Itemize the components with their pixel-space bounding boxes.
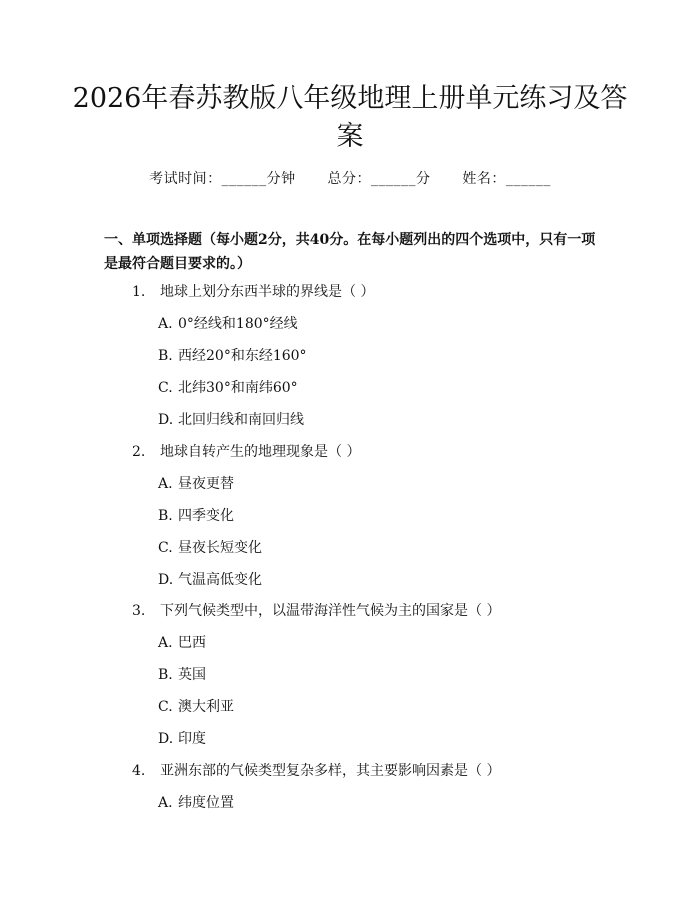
question-text: 下列气候类型中，以温带海洋性气候为主的国家是（ ） <box>160 603 501 619</box>
name-blank: ______ <box>505 171 551 187</box>
option-2a <box>158 474 234 494</box>
option-text: 英国 <box>178 667 206 683</box>
question-number: 1. <box>132 284 146 300</box>
option-3b <box>158 665 206 685</box>
question-number: 2. <box>132 444 146 460</box>
question-text: 亚洲东部的气候类型复杂多样，其主要影响因素是（ ） <box>160 763 501 779</box>
option-text: 北纬30°和南纬60° <box>178 380 298 396</box>
option-text: 昼夜更替 <box>178 476 234 492</box>
question-number: 3. <box>132 603 146 619</box>
option-2d <box>158 570 262 590</box>
option-1b <box>158 346 307 366</box>
option-1d <box>158 410 304 430</box>
option-3d <box>158 729 206 749</box>
option-text: 昼夜长短变化 <box>178 540 262 556</box>
option-letter: C. <box>158 699 173 715</box>
option-letter: C. <box>158 380 173 396</box>
document-title: 2026年春苏教版八年级地理上册单元练习及答案 <box>72 83 628 152</box>
option-3a <box>158 633 206 653</box>
option-2c <box>158 538 262 558</box>
option-letter: A. <box>158 635 173 651</box>
option-letter: B. <box>158 348 173 364</box>
exam-meta <box>0 168 700 188</box>
question-text: 地球上划分东西半球的界线是（ ） <box>160 284 375 300</box>
option-text: 0°经线和180°经线 <box>178 316 298 332</box>
option-text: 巴西 <box>178 635 206 651</box>
option-letter: D. <box>158 731 174 747</box>
score-blank: ______ <box>371 171 416 187</box>
option-text: 纬度位置 <box>178 795 234 811</box>
name-label: 姓名： <box>462 171 506 187</box>
question-text: 地球自转产生的地理现象是（ ） <box>160 444 361 460</box>
question-3 <box>132 601 500 621</box>
option-letter: A. <box>158 476 173 492</box>
time-unit: 分钟 <box>266 171 296 187</box>
option-text: 印度 <box>178 731 206 747</box>
option-letter: B. <box>158 667 173 683</box>
option-text: 澳大利亚 <box>178 699 234 715</box>
option-letter: D. <box>158 412 174 428</box>
option-letter: D. <box>158 572 174 588</box>
option-text: 北回归线和南回归线 <box>178 412 304 428</box>
option-3c <box>158 697 234 717</box>
question-1 <box>132 282 374 302</box>
question-4 <box>132 761 500 781</box>
option-letter: A. <box>158 795 173 811</box>
option-2b <box>158 506 234 526</box>
score-label: 总分： <box>327 171 371 187</box>
option-text: 四季变化 <box>178 508 234 524</box>
score-unit: 分 <box>416 171 431 187</box>
section-header: 一、单项选择题（每小题2分，共40分。在每小题列出的四个选项中，只有一项是最符合题目要求的。） <box>104 232 596 272</box>
question-number: 4. <box>132 763 146 779</box>
option-text: 气温高低变化 <box>178 572 262 588</box>
option-4a <box>158 793 234 813</box>
time-label: 考试时间： <box>149 171 222 187</box>
option-letter: A. <box>158 316 173 332</box>
time-blank: ______ <box>221 171 267 187</box>
option-text: 西经20°和东经160° <box>178 348 307 364</box>
option-1c <box>158 378 298 398</box>
question-2 <box>132 442 360 462</box>
option-letter: C. <box>158 540 173 556</box>
option-1a <box>158 314 298 334</box>
option-letter: B. <box>158 508 173 524</box>
